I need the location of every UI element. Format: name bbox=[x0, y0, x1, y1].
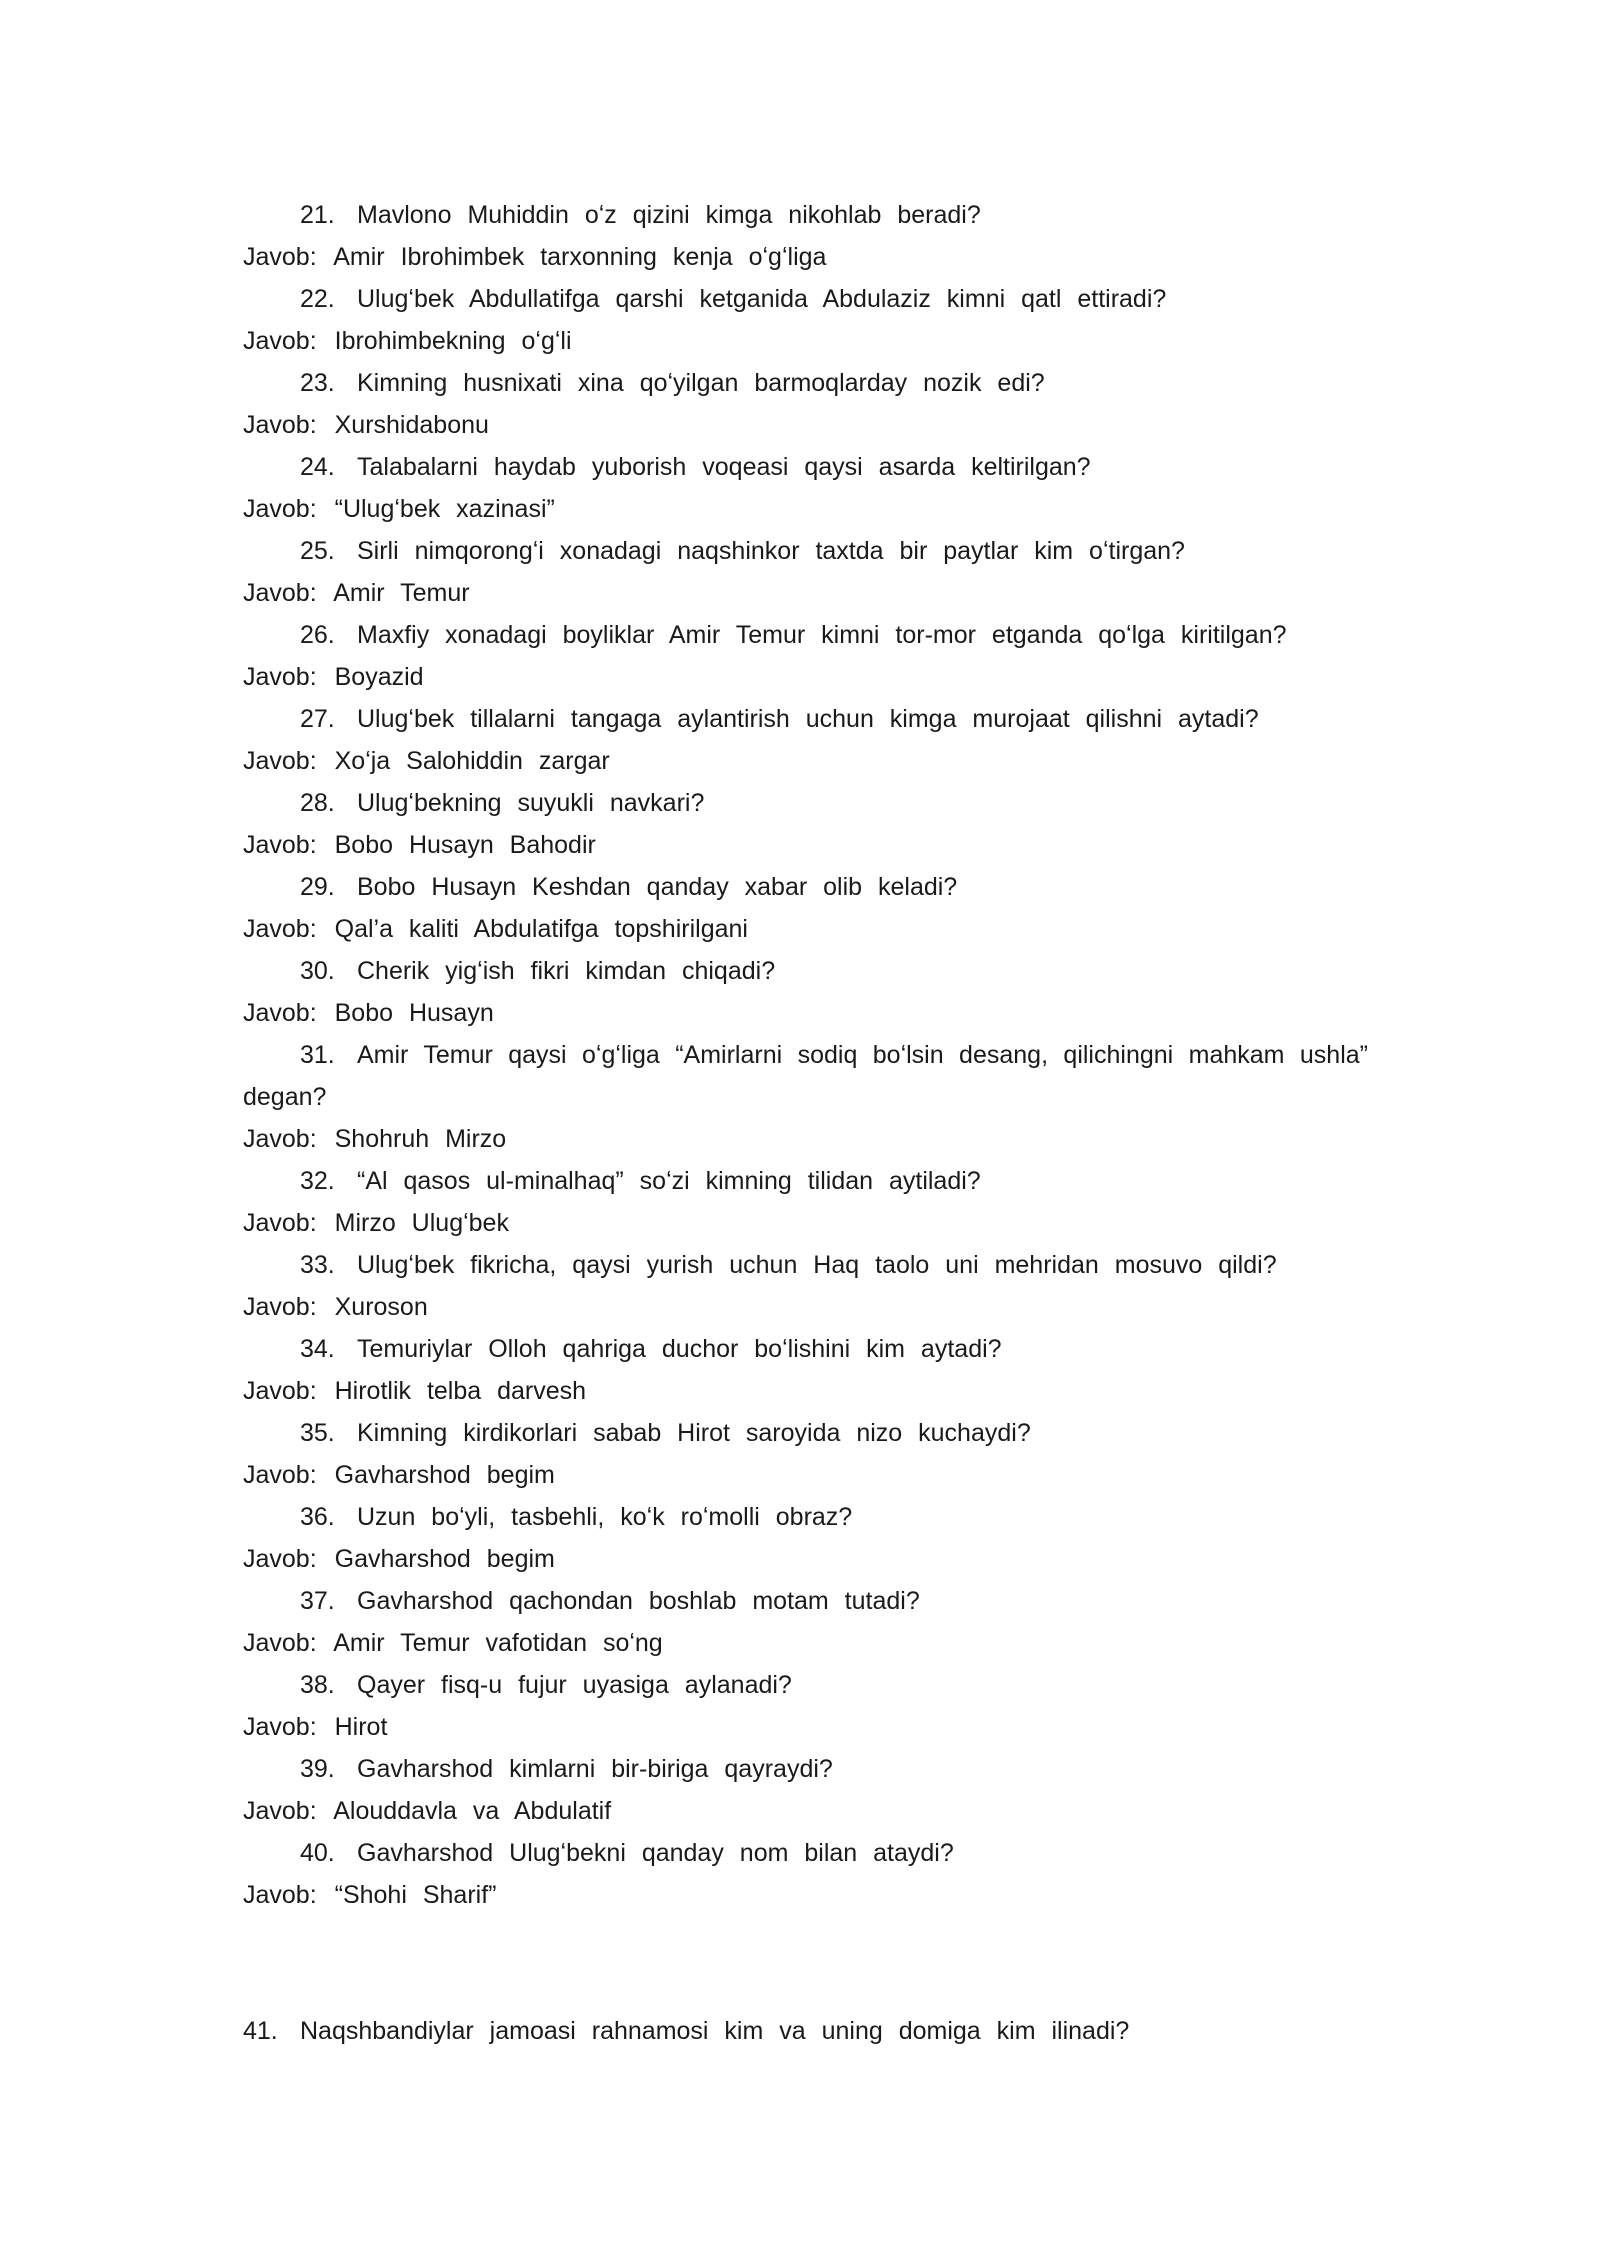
answer-text: “Shohi Sharif” bbox=[334, 1881, 497, 1909]
question-number: 26. bbox=[300, 621, 335, 649]
answer-text: Hirot bbox=[334, 1713, 388, 1741]
answer-label: Javob: bbox=[243, 1461, 317, 1489]
question-text: Kimning husnixati xina qoʻyilgan barmoqlarday nozik edi? bbox=[357, 369, 1045, 397]
question-text: Kimning kirdikorlari sabab Hirot saroyida nizo kuchaydi? bbox=[357, 1419, 1031, 1447]
question-item bbox=[243, 1244, 1368, 1286]
question-text: Ulugʻbek tillalarni tangaga aylantirish uchun kimga murojaat qilishni aytadi? bbox=[357, 705, 1259, 733]
answer-label: Javob: bbox=[243, 411, 317, 439]
question-item bbox=[243, 278, 1368, 320]
answer-label: Javob: bbox=[243, 1881, 317, 1909]
answer-text: Amir Temur vafotidan soʻng bbox=[333, 1629, 663, 1657]
answer-text: “Ulugʻbek xazinasi” bbox=[334, 495, 555, 523]
answer-label: Javob: bbox=[243, 663, 317, 691]
answer-label: Javob: bbox=[243, 1713, 317, 1741]
answer-item bbox=[243, 320, 1368, 362]
answer-text: Xoʻja Salohiddin zargar bbox=[334, 747, 610, 775]
answer-item bbox=[243, 740, 1368, 782]
answer-label: Javob: bbox=[243, 243, 317, 271]
answer-item bbox=[243, 404, 1368, 446]
question-number: 24. bbox=[300, 453, 335, 481]
question-item bbox=[243, 1748, 1368, 1790]
question-text: Temuriylar Olloh qahriga duchor boʻlishini kim aytadi? bbox=[357, 1335, 1002, 1363]
answer-text: Alouddavla va Abdulatif bbox=[333, 1797, 612, 1825]
question-text: Qayer fisq-u fujur uyasiga aylanadi? bbox=[357, 1671, 792, 1699]
question-item bbox=[243, 1034, 1368, 1118]
answer-label: Javob: bbox=[243, 1797, 317, 1825]
question-number: 39. bbox=[300, 1755, 335, 1783]
question-item bbox=[243, 782, 1368, 824]
question-number: 32. bbox=[300, 1167, 335, 1195]
answer-label: Javob: bbox=[243, 327, 317, 355]
question-text: Mavlono Muhiddin oʻz qizini kimga nikohlab beradi? bbox=[357, 201, 981, 229]
answer-label: Javob: bbox=[243, 1545, 317, 1573]
question-number: 29. bbox=[300, 873, 335, 901]
question-item bbox=[243, 1580, 1368, 1622]
answer-item bbox=[243, 1622, 1368, 1664]
answer-item bbox=[243, 1118, 1368, 1160]
question-item bbox=[243, 1664, 1368, 1706]
question-text: Cherik yigʻish fikri kimdan chiqadi? bbox=[357, 957, 776, 985]
question-item bbox=[243, 1160, 1368, 1202]
answer-text: Shohruh Mirzo bbox=[334, 1125, 507, 1153]
question-number: 38. bbox=[300, 1671, 335, 1699]
answer-label: Javob: bbox=[243, 1125, 317, 1153]
answer-text: Ibrohimbekning oʻgʻli bbox=[334, 327, 572, 355]
question-text: Sirli nimqorongʻi xonadagi naqshinkor taxtda bir paytlar kim oʻtirgan? bbox=[357, 537, 1185, 565]
answer-item bbox=[243, 824, 1368, 866]
question-item bbox=[243, 1832, 1368, 1874]
final-question bbox=[243, 2010, 1129, 2052]
question-text: Talabalarni haydab yuborish voqeasi qaysi asarda keltirilgan? bbox=[357, 453, 1091, 481]
answer-item bbox=[243, 1370, 1368, 1412]
question-number: 36. bbox=[300, 1503, 335, 1531]
question-number: 30. bbox=[300, 957, 335, 985]
question-item bbox=[243, 614, 1368, 656]
question-text: Amir Temur qaysi oʻgʻliga “Amirlarni sodiq boʻlsin desang, qilichingni mahkam ushla” degan? bbox=[243, 1041, 1368, 1111]
question-number: 34. bbox=[300, 1335, 335, 1363]
question-number: 21. bbox=[300, 201, 335, 229]
question-text: Ulugʻbek Abdullatifga qarshi ketganida Abdulaziz kimni qatl ettiradi? bbox=[357, 285, 1167, 313]
answer-item bbox=[243, 488, 1368, 530]
question-item bbox=[243, 1412, 1368, 1454]
question-item bbox=[243, 698, 1368, 740]
answer-text: Xurshidabonu bbox=[334, 411, 489, 439]
answer-text: Xuroson bbox=[334, 1293, 428, 1321]
answer-item bbox=[243, 1454, 1368, 1496]
question-number: 25. bbox=[300, 537, 335, 565]
answer-item bbox=[243, 236, 1368, 278]
answer-item bbox=[243, 1874, 1368, 1916]
answer-item bbox=[243, 1706, 1368, 1748]
answer-item bbox=[243, 992, 1368, 1034]
question-item bbox=[243, 950, 1368, 992]
answer-item bbox=[243, 1202, 1368, 1244]
answer-label: Javob: bbox=[243, 1293, 317, 1321]
answer-item bbox=[243, 908, 1368, 950]
answer-label: Javob: bbox=[243, 831, 317, 859]
question-item bbox=[243, 194, 1368, 236]
answer-text: Gavharshod begim bbox=[334, 1545, 555, 1573]
question-text: Maxfiy xonadagi boyliklar Amir Temur kimni tor-mor etganda qoʻlga kiritilgan? bbox=[357, 621, 1287, 649]
answer-label: Javob: bbox=[243, 747, 317, 775]
question-number: 28. bbox=[300, 789, 335, 817]
question-number: 31. bbox=[300, 1041, 335, 1069]
question-item bbox=[243, 362, 1368, 404]
question-text: Uzun boʻyli, tasbehli, koʻk roʻmolli obraz? bbox=[357, 1503, 853, 1531]
answer-label: Javob: bbox=[243, 915, 317, 943]
question-text: Naqshbandiylar jamoasi rahnamosi kim va uning domiga kim ilinadi? bbox=[300, 2017, 1130, 2045]
answer-label: Javob: bbox=[243, 1377, 317, 1405]
answer-item bbox=[243, 1538, 1368, 1580]
question-text: “Al qasos ul-minalhaq” soʻzi kimning tilidan aytiladi? bbox=[357, 1167, 981, 1195]
question-number: 22. bbox=[300, 285, 335, 313]
question-text: Ulugʻbekning suyukli navkari? bbox=[357, 789, 705, 817]
question-item bbox=[243, 866, 1368, 908]
question-number: 37. bbox=[300, 1587, 335, 1615]
question-answer-list bbox=[243, 194, 1368, 1916]
question-number: 33. bbox=[300, 1251, 335, 1279]
question-number: 35. bbox=[300, 1419, 335, 1447]
answer-item bbox=[243, 1790, 1368, 1832]
question-number: 27. bbox=[300, 705, 335, 733]
answer-label: Javob: bbox=[243, 999, 317, 1027]
answer-text: Hirotlik telba darvesh bbox=[334, 1377, 587, 1405]
answer-text: Boyazid bbox=[334, 663, 424, 691]
question-item bbox=[243, 1496, 1368, 1538]
answer-text: Gavharshod begim bbox=[334, 1461, 555, 1489]
answer-item bbox=[243, 1286, 1368, 1328]
question-text: Ulugʻbek fikricha, qaysi yurish uchun Haq taolo uni mehridan mosuvo qildi? bbox=[357, 1251, 1277, 1279]
answer-text: Amir Temur bbox=[333, 579, 470, 607]
question-item bbox=[243, 446, 1368, 488]
answer-text: Bobo Husayn Bahodir bbox=[334, 831, 596, 859]
question-number: 40. bbox=[300, 1839, 335, 1867]
answer-text: Bobo Husayn bbox=[334, 999, 494, 1027]
answer-label: Javob: bbox=[243, 495, 317, 523]
question-text: Gavharshod kimlarni bir-biriga qayraydi? bbox=[357, 1755, 833, 1783]
answer-label: Javob: bbox=[243, 1209, 317, 1237]
answer-label: Javob: bbox=[243, 1629, 317, 1657]
answer-text: Amir Ibrohimbek tarxonning kenja oʻgʻliga bbox=[333, 243, 827, 271]
question-item bbox=[243, 530, 1368, 572]
answer-item bbox=[243, 572, 1368, 614]
answer-text: Mirzo Ulugʻbek bbox=[334, 1209, 509, 1237]
question-item bbox=[243, 1328, 1368, 1370]
answer-text: Qal’a kaliti Abdulatifga topshirilgani bbox=[334, 915, 748, 943]
answer-item bbox=[243, 656, 1368, 698]
question-text: Gavharshod qachondan boshlab motam tutadi? bbox=[357, 1587, 920, 1615]
question-number: 23. bbox=[300, 369, 335, 397]
question-text: Bobo Husayn Keshdan qanday xabar olib keladi? bbox=[357, 873, 958, 901]
question-number: 41. bbox=[243, 2017, 278, 2045]
question-text: Gavharshod Ulugʻbekni qanday nom bilan ataydi? bbox=[357, 1839, 954, 1867]
answer-label: Javob: bbox=[243, 579, 317, 607]
